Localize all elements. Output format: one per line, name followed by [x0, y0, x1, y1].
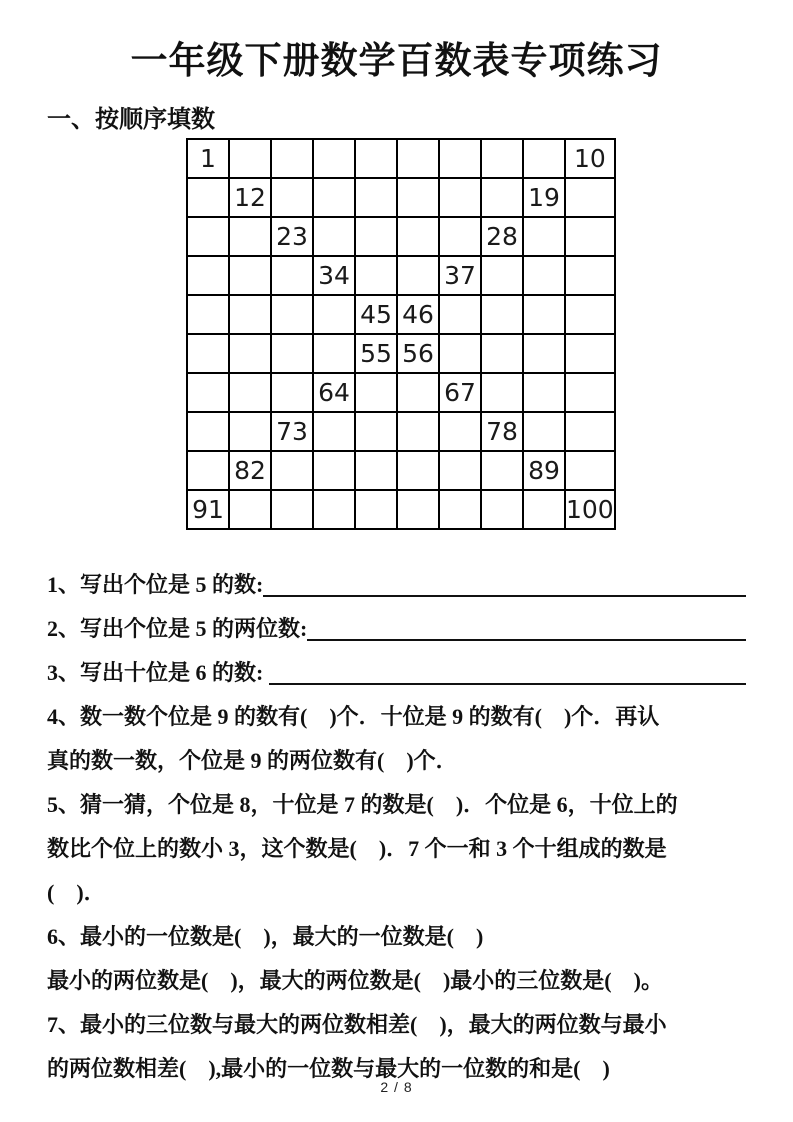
grid-cell-filled: 45	[355, 295, 397, 334]
grid-cell-empty	[355, 490, 397, 529]
grid-row	[187, 490, 615, 529]
grid-cell-filled: 12	[229, 178, 271, 217]
question-text: 的两位数相差( ),最小的一位数与最大的一位数的和是( )	[47, 1056, 610, 1081]
grid-cell-empty	[397, 373, 439, 412]
grid-cell-empty	[481, 451, 523, 490]
grid-cell-empty	[313, 139, 355, 178]
question-3	[47, 649, 746, 693]
section-heading: 一、按顺序填数	[47, 106, 215, 133]
grid-cell-empty	[355, 373, 397, 412]
grid-cell-filled: 19	[523, 178, 565, 217]
question-line	[47, 693, 746, 737]
question-1	[47, 561, 746, 605]
grid-cell-filled: 82	[229, 451, 271, 490]
grid-cell-empty	[397, 490, 439, 529]
grid-cell-empty	[271, 334, 313, 373]
grid-cell-empty	[313, 412, 355, 451]
grid-cell-empty	[355, 217, 397, 256]
grid-cell-empty	[439, 451, 481, 490]
grid-cell-empty	[439, 490, 481, 529]
answer-blank-line	[263, 595, 746, 597]
question-text: 7、最小的三位数与最大的两位数相差( )，最大的两位数与最小	[47, 1012, 667, 1037]
question-text: 1、写出个位是 5 的数:	[47, 572, 264, 597]
grid-cell-empty	[523, 256, 565, 295]
grid-cell-empty	[229, 139, 271, 178]
grid-cell-empty	[397, 139, 439, 178]
grid-cell-empty	[355, 451, 397, 490]
grid-cell-filled: 46	[397, 295, 439, 334]
grid-cell-empty	[271, 139, 313, 178]
grid-row	[187, 295, 615, 334]
question-line	[47, 957, 746, 1001]
grid-cell-empty	[229, 412, 271, 451]
grid-cell-empty	[439, 178, 481, 217]
grid-row	[187, 334, 615, 373]
question-line	[47, 913, 746, 957]
grid-cell-empty	[313, 217, 355, 256]
grid-cell-filled: 91	[187, 490, 229, 529]
grid-cell-filled: 37	[439, 256, 481, 295]
question-line	[47, 825, 746, 869]
grid-cell-empty	[481, 178, 523, 217]
grid-cell-empty	[397, 412, 439, 451]
question-2	[47, 605, 746, 649]
grid-cell-empty	[187, 178, 229, 217]
grid-row	[187, 451, 615, 490]
grid-cell-empty	[187, 451, 229, 490]
question-line	[47, 605, 746, 649]
question-6	[47, 913, 746, 1001]
grid-cell-empty	[271, 256, 313, 295]
grid-cell-filled: 55	[355, 334, 397, 373]
grid-cell-filled: 73	[271, 412, 313, 451]
grid-cell-empty	[397, 256, 439, 295]
grid-row	[187, 178, 615, 217]
grid-cell-filled: 10	[565, 139, 615, 178]
grid-cell-empty	[313, 295, 355, 334]
grid-cell-empty	[229, 217, 271, 256]
grid-cell-empty	[187, 373, 229, 412]
question-5	[47, 781, 746, 913]
grid-row	[187, 373, 615, 412]
grid-cell-filled: 64	[313, 373, 355, 412]
grid-cell-empty	[565, 295, 615, 334]
grid-cell-empty	[523, 217, 565, 256]
grid-cell-empty	[481, 490, 523, 529]
question-text: 4、数一数个位是 9 的数有( )个．十位是 9 的数有( )个．再认	[47, 704, 660, 729]
grid-cell-empty	[397, 217, 439, 256]
grid-cell-empty	[271, 295, 313, 334]
grid-cell-empty	[397, 178, 439, 217]
grid-cell-empty	[229, 256, 271, 295]
question-text: 数比个位上的数小 3，这个数是( )．7 个一和 3 个十组成的数是	[47, 836, 667, 861]
grid-cell-empty	[187, 256, 229, 295]
grid-cell-empty	[565, 412, 615, 451]
grid-cell-empty	[271, 451, 313, 490]
grid-cell-empty	[481, 373, 523, 412]
grid-cell-empty	[271, 490, 313, 529]
grid-cell-empty	[523, 490, 565, 529]
grid-cell-empty	[271, 178, 313, 217]
grid-cell-empty	[523, 373, 565, 412]
grid-cell-empty	[187, 412, 229, 451]
question-line	[47, 737, 746, 781]
question-text: 2、写出个位是 5 的两位数:	[47, 616, 308, 641]
grid-cell-empty	[565, 451, 615, 490]
grid-cell-empty	[439, 217, 481, 256]
grid-cell-empty	[481, 256, 523, 295]
hundred-chart-body	[187, 139, 615, 529]
grid-cell-empty	[229, 295, 271, 334]
worksheet-title: 一年级下册数学百数表专项练习	[130, 40, 663, 81]
grid-cell-filled: 1	[187, 139, 229, 178]
question-text: 3、写出十位是 6 的数:	[47, 660, 269, 685]
grid-cell-empty	[355, 256, 397, 295]
grid-cell-filled: 23	[271, 217, 313, 256]
grid-cell-empty	[439, 334, 481, 373]
grid-cell-filled: 34	[313, 256, 355, 295]
grid-cell-empty	[481, 139, 523, 178]
question-text: 5、猜一猜，个位是 8，十位是 7 的数是( )．个位是 6，十位上的	[47, 792, 678, 817]
grid-cell-empty	[439, 295, 481, 334]
grid-cell-empty	[355, 178, 397, 217]
question-7	[47, 1001, 746, 1089]
grid-cell-empty	[565, 178, 615, 217]
question-line	[47, 869, 746, 913]
question-text: 真的数一数，个位是 9 的两位数有( )个．	[47, 748, 458, 773]
grid-row	[187, 256, 615, 295]
question-4	[47, 693, 746, 781]
grid-cell-empty	[523, 412, 565, 451]
grid-cell-empty	[439, 412, 481, 451]
grid-cell-filled: 67	[439, 373, 481, 412]
grid-cell-filled: 100	[565, 490, 615, 529]
grid-cell-empty	[313, 178, 355, 217]
grid-cell-empty	[565, 373, 615, 412]
grid-cell-empty	[481, 334, 523, 373]
grid-row	[187, 139, 615, 178]
question-text: 最小的两位数是( )，最大的两位数是( )最小的三位数是( )。	[47, 968, 663, 993]
grid-cell-empty	[397, 451, 439, 490]
grid-cell-empty	[313, 451, 355, 490]
grid-row	[187, 412, 615, 451]
grid-cell-empty	[187, 217, 229, 256]
grid-cell-empty	[439, 139, 481, 178]
grid-cell-filled: 28	[481, 217, 523, 256]
grid-cell-empty	[313, 490, 355, 529]
question-line	[47, 561, 746, 605]
grid-cell-empty	[355, 412, 397, 451]
grid-cell-empty	[355, 139, 397, 178]
grid-cell-empty	[187, 334, 229, 373]
grid-cell-empty	[229, 373, 271, 412]
grid-cell-empty	[229, 334, 271, 373]
question-text: ( )．	[47, 880, 106, 905]
grid-cell-filled: 56	[397, 334, 439, 373]
grid-cell-filled: 78	[481, 412, 523, 451]
questions-list	[47, 561, 746, 1089]
grid-cell-filled: 89	[523, 451, 565, 490]
question-line	[47, 1001, 746, 1045]
page-number: 2 / 8	[380, 1079, 413, 1095]
grid-cell-empty	[481, 295, 523, 334]
grid-cell-empty	[523, 334, 565, 373]
grid-cell-empty	[523, 295, 565, 334]
grid-row	[187, 217, 615, 256]
grid-cell-empty	[565, 217, 615, 256]
grid-cell-empty	[565, 256, 615, 295]
grid-cell-empty	[523, 139, 565, 178]
grid-cell-empty	[229, 490, 271, 529]
grid-cell-empty	[313, 334, 355, 373]
grid-cell-empty	[271, 373, 313, 412]
answer-blank-line	[269, 683, 746, 685]
question-line	[47, 781, 746, 825]
question-text: 6、最小的一位数是( )，最大的一位数是( )	[47, 924, 484, 949]
grid-cell-empty	[565, 334, 615, 373]
answer-blank-line	[307, 639, 746, 641]
question-line	[47, 649, 746, 693]
hundred-chart	[186, 138, 616, 530]
grid-cell-empty	[187, 295, 229, 334]
